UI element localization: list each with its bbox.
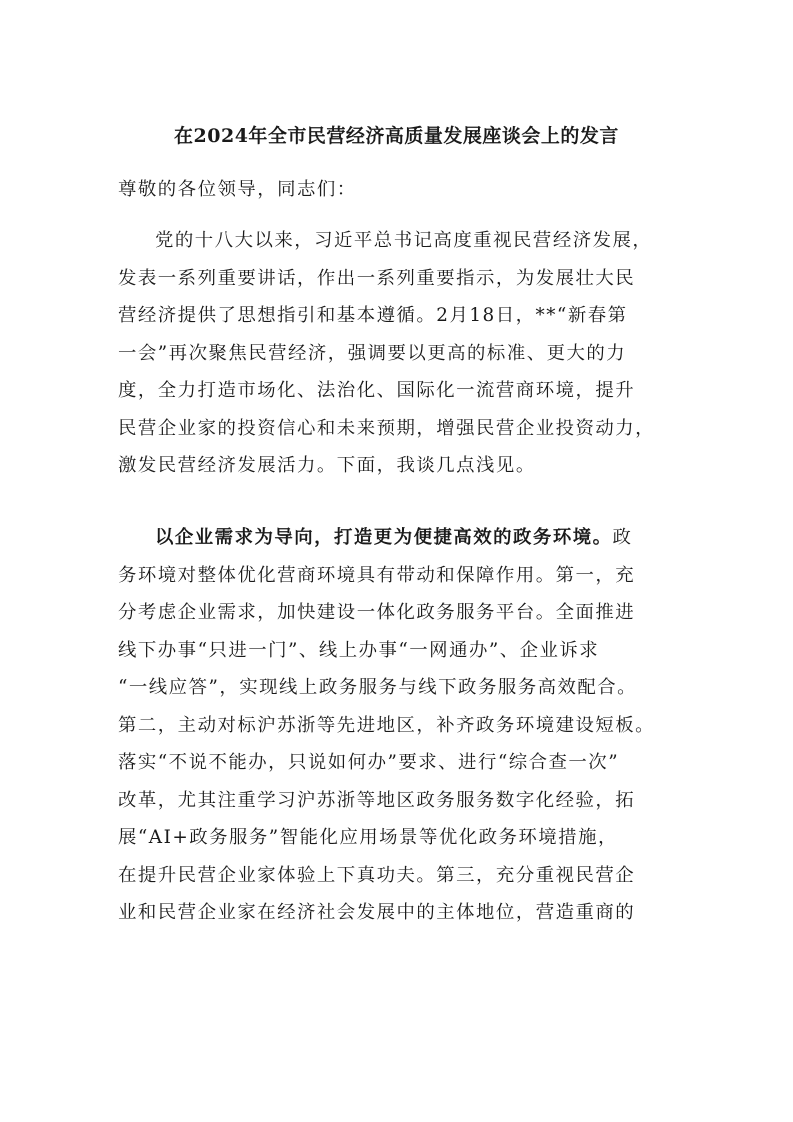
paragraph-line: 分考虑企业需求，加快建设一体化政务服务平台。全面推进 [118, 602, 636, 623]
paragraph-line: 民营企业家的投资信心和未来预期，增强民营企业投资动力， [118, 417, 656, 439]
paragraph-line: 第二，主动对标沪苏浙等先进地区，补齐政务环境建设短板。 [118, 714, 656, 736]
paragraph-line: “一线应答”，实现线上政务服务与线下政务服务高效配合。 [118, 677, 638, 698]
paragraph-line: 营经济提供了思想指引和基本遵循。2月18日，**“新春第 [118, 305, 628, 326]
paragraph-line: 党的十八大以来，习近平总书记高度重视民营经济发展， [155, 230, 653, 251]
paragraph-line: 激发民营经济发展活力。下面，我谈几点浅见。 [118, 455, 536, 476]
document-title: 在2024年全市民营经济高质量发展座谈会上的发言 [174, 125, 619, 147]
section-heading: 以企业需求为导向，打造更为便捷高效的政务环境。 [155, 527, 613, 548]
paragraph-line: 务环境对整体优化营商环境具有带动和保障作用。第一，充 [118, 564, 636, 586]
paragraph-line: 度，全力打造市场化、法治化、国际化一流营商环境，提升 [118, 380, 636, 401]
paragraph-line: 业和民营企业家在经济社会发展中的主体地位，营造重商的 [118, 902, 636, 923]
paragraph-line: 落实“不说不能办，只说如何办”要求、进行“综合查一次” [118, 752, 620, 773]
paragraph-intro [118, 222, 684, 485]
paragraph-first-line [118, 519, 684, 557]
paragraph-line: 一会”再次聚焦民营经济，强调要以更高的标准、更大的力 [118, 342, 627, 364]
paragraph-line: 展“AI+政务服务”智能化应用场景等优化政务环境措施， [118, 827, 618, 848]
paragraph-line: 发表一系列重要讲话，作出一系列重要指示，为发展壮大民 [118, 267, 636, 289]
paragraph-government-environment [118, 519, 684, 932]
heading-continuation: 政 [612, 527, 633, 548]
paragraph-line: 改革，尤其注重学习沪苏浙等地区政务服务数字化经验，拓 [118, 789, 636, 811]
paragraph-line: 在提升民营企业家体验上下真功夫。第三，充分重视民营企 [118, 864, 636, 886]
salutation: 尊敬的各位领导，同志们： [118, 179, 357, 200]
paragraph-line: 线下办事“只进一门”、线上办事“一网通办”、企业诉求 [118, 639, 600, 661]
